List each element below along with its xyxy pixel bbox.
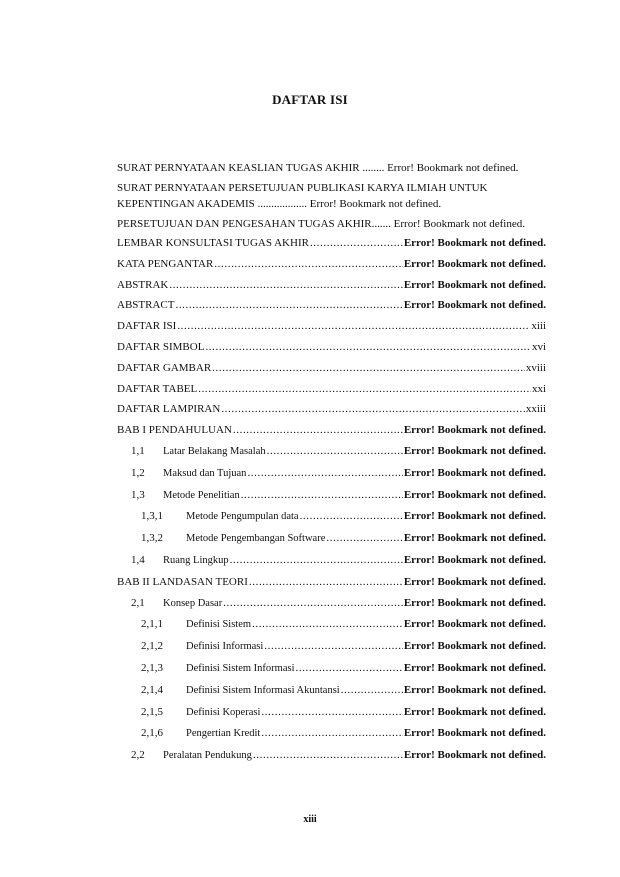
toc-entry-label: BAB I PENDAHULUAN: [117, 424, 232, 437]
toc-entry-label: Maksud dan Tujuan: [163, 467, 247, 479]
toc-entry-label: Metode Pengembangan Software: [186, 533, 326, 545]
dot-leader: [326, 531, 402, 545]
toc-entry-ref: Error! Bookmark not defined.: [403, 510, 546, 523]
toc-entry-ref: Error! Bookmark not defined.: [403, 299, 546, 312]
dot-leader: [264, 639, 403, 653]
dot-leader: [223, 596, 403, 610]
dot-leader: [230, 553, 403, 567]
toc-entry[interactable]: [117, 596, 546, 611]
toc-entry[interactable]: [117, 683, 546, 698]
dot-leader: [296, 661, 403, 675]
toc-entry[interactable]: [117, 575, 546, 589]
dot-leader: [341, 683, 403, 697]
toc-entry[interactable]: [117, 236, 546, 250]
dot-leader: [212, 361, 525, 375]
toc-entry-number: 2,1,3: [141, 661, 163, 674]
toc-entry[interactable]: [117, 216, 546, 232]
toc-entry[interactable]: [117, 180, 546, 212]
toc-entry-number: 1,3,2: [141, 532, 163, 545]
toc-entry[interactable]: [117, 639, 546, 654]
dot-leader: [175, 298, 402, 312]
toc-entry-label: Definisi Informasi: [186, 641, 264, 653]
toc-entry-number: 2,2: [131, 749, 145, 762]
toc-entry-label: Ruang Lingkup: [163, 554, 229, 566]
dot-leader: [247, 466, 402, 480]
toc-entry-ref: Error! Bookmark not defined.: [403, 488, 546, 501]
toc-entry-label: LEMBAR KONSULTASI TUGAS AKHIR: [117, 237, 309, 249]
toc-entry-number: 2,1: [131, 596, 145, 609]
toc-entry[interactable]: [117, 382, 546, 396]
toc-entry[interactable]: [117, 705, 546, 720]
toc-entry-ref: Error! Bookmark not defined.: [403, 618, 546, 631]
toc-entry[interactable]: [117, 509, 546, 524]
toc-entry[interactable]: [117, 361, 546, 375]
toc-entry-label: DAFTAR GAMBAR: [117, 361, 212, 374]
toc-entry-ref: Error! Bookmark not defined.: [403, 749, 546, 762]
dot-leader: [205, 340, 531, 354]
toc-entry-number: 1,1: [131, 444, 145, 457]
dot-leader: [221, 402, 525, 416]
toc-entry-page: xviii: [525, 361, 546, 374]
toc-entry-label: Latar Belakang Masalah: [163, 445, 266, 457]
toc-entry-label: BAB II LANDASAN TEORI: [117, 575, 248, 588]
toc-entry-number: 2,1,4: [141, 683, 163, 696]
table-of-contents: [117, 160, 546, 770]
toc-entry[interactable]: [117, 257, 546, 271]
page-number: xiii: [303, 814, 317, 825]
toc-entry[interactable]: [117, 726, 546, 741]
toc-entry[interactable]: [117, 160, 546, 176]
toc-entry-label: KATA PENGANTAR: [117, 257, 214, 270]
toc-entry-ref: Error! Bookmark not defined.: [403, 640, 546, 653]
toc-entry-number: 2,1,1: [141, 618, 163, 631]
dot-leader: [261, 705, 402, 719]
dot-leader: [177, 319, 530, 333]
toc-entry-label: Definisi Sistem: [186, 619, 252, 631]
toc-entry-label: Pengertian Kredit: [186, 728, 261, 740]
toc-entry-page: xvi: [531, 340, 546, 353]
toc-entry[interactable]: [117, 444, 546, 459]
toc-entry-number: 1,3,1: [141, 510, 163, 523]
toc-entry-ref: Error! Bookmark not defined.: [403, 575, 546, 588]
toc-entry[interactable]: [117, 423, 546, 437]
toc-entry-label: DAFTAR TABEL: [117, 382, 198, 395]
toc-entry-number: 2,1,6: [141, 727, 163, 740]
toc-entry[interactable]: [117, 319, 546, 333]
dot-leader: [267, 444, 403, 458]
toc-entry-ref: Error! Bookmark not defined.: [403, 553, 546, 566]
toc-entry-text: SURAT PERNYATAAN PERSETUJUAN PUBLIKASI KARYA ILMIAH UNTUK KEPENTINGAN AKADEMIS .................. Error! Bookmark not defined.: [117, 182, 488, 210]
toc-entry-ref: Error! Bookmark not defined.: [403, 466, 546, 479]
toc-entry-number: 2,1,2: [141, 640, 163, 653]
toc-entry[interactable]: [117, 278, 546, 292]
toc-entry-number: 2,1,5: [141, 705, 163, 718]
toc-entry[interactable]: [117, 617, 546, 632]
toc-entry[interactable]: [117, 531, 546, 546]
toc-entry[interactable]: [117, 748, 546, 763]
toc-entry-label: Definisi Sistem Informasi Akuntansi: [186, 684, 340, 696]
toc-entry-ref: Error! Bookmark not defined.: [403, 257, 546, 270]
toc-entry-ref: Error! Bookmark not defined.: [403, 661, 546, 674]
toc-entry-label: DAFTAR SIMBOL: [117, 340, 205, 353]
toc-entry[interactable]: [117, 661, 546, 676]
toc-entry-ref: Error! Bookmark not defined.: [403, 278, 546, 291]
toc-entry[interactable]: [117, 466, 546, 481]
page-title: DAFTAR ISI: [272, 92, 348, 107]
toc-entry-label: Peralatan Pendukung: [163, 750, 252, 762]
toc-entry-page: xxi: [531, 382, 546, 395]
toc-entry[interactable]: [117, 402, 546, 416]
dot-leader: [198, 382, 531, 396]
toc-entry-text: PERSETUJUAN DAN PENGESAHAN TUGAS AKHIR....... Error! Bookmark not defined.: [117, 218, 525, 230]
dot-leader: [169, 278, 402, 292]
toc-entry-number: 1,2: [131, 466, 145, 479]
toc-entry-text: SURAT PERNYATAAN KEASLIAN TUGAS AKHIR ........ Error! Bookmark not defined.: [117, 162, 519, 174]
toc-entry[interactable]: [117, 340, 546, 354]
toc-entry-label: Metode Penelitian: [163, 489, 240, 501]
toc-entry-ref: Error! Bookmark not defined.: [403, 683, 546, 696]
toc-entry[interactable]: [117, 298, 546, 312]
toc-entry-label: DAFTAR LAMPIRAN: [117, 403, 221, 416]
dot-leader: [241, 488, 403, 502]
dot-leader: [252, 617, 403, 631]
toc-entry-label: Definisi Sistem Informasi: [186, 662, 295, 674]
toc-entry-label: Konsep Dasar: [163, 597, 223, 609]
dot-leader: [233, 423, 403, 437]
dot-leader: [310, 236, 403, 250]
toc-entry-ref: Error! Bookmark not defined.: [403, 705, 546, 718]
toc-entry-ref: Error! Bookmark not defined.: [403, 237, 546, 249]
toc-entry[interactable]: [117, 488, 546, 503]
dot-leader: [253, 748, 403, 762]
dot-leader: [300, 509, 403, 523]
toc-entry-label: Metode Pengumpulan data: [186, 511, 299, 523]
toc-entry-number: 1,4: [131, 553, 145, 566]
toc-entry-label: Definisi Koperasi: [186, 706, 261, 718]
toc-entry[interactable]: [117, 553, 546, 568]
toc-entry-page: xiii: [531, 320, 546, 333]
toc-entry-ref: Error! Bookmark not defined.: [403, 727, 546, 740]
toc-entry-number: 1,3: [131, 488, 145, 501]
dot-leader: [261, 726, 402, 740]
toc-entry-ref: Error! Bookmark not defined.: [403, 424, 546, 437]
toc-entry-label: DAFTAR ISI: [117, 320, 177, 333]
toc-entry-label: ABSTRAK: [117, 278, 169, 291]
toc-entry-ref: Error! Bookmark not defined.: [403, 532, 546, 545]
toc-entry-ref: Error! Bookmark not defined.: [403, 596, 546, 609]
dot-leader: [249, 575, 403, 589]
toc-entry-ref: Error! Bookmark not defined.: [403, 444, 546, 457]
toc-entry-label: ABSTRACT: [117, 299, 175, 312]
toc-entry-page: xxiii: [525, 403, 546, 416]
dot-leader: [214, 257, 402, 271]
